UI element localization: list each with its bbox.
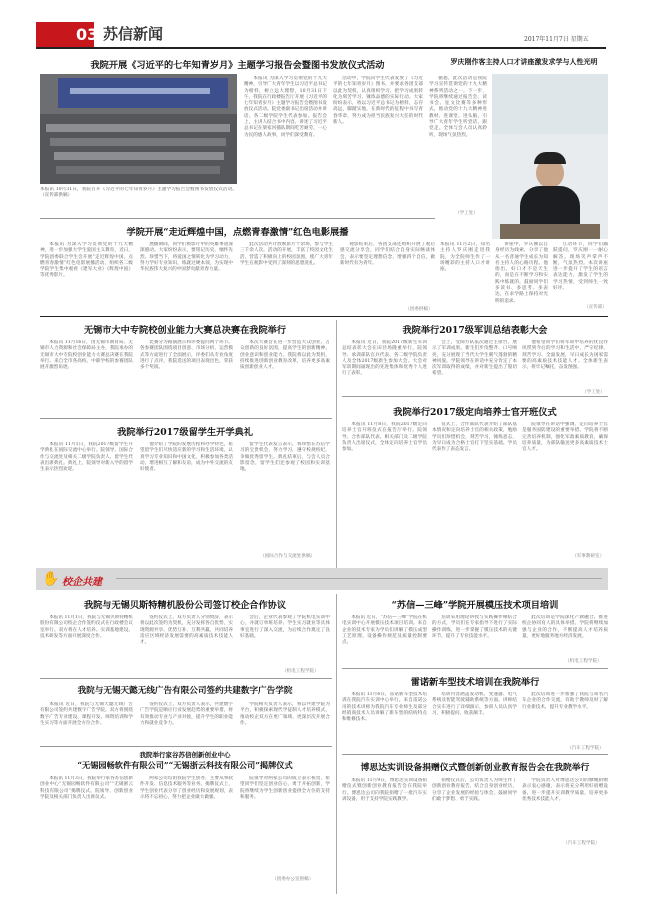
credit-leinuo: （汽车工程学院） [567, 746, 604, 751]
headline-software-main: “无锡园畅软件有限公司”“无锡浙云科技有限公司”揭牌仪式 [77, 760, 293, 770]
sw-col-2 [140, 776, 233, 886]
credit-botai: （汽车工程学院） [563, 841, 600, 846]
leinuo-col-1 [342, 692, 427, 750]
tianyi-text-1: 本报讯 近日，我院与无锡天懿无线广告有限公司签约共建数字广告学院。双方将围绕数字广告专业建设、课程开发、师资培训和学生实习等方面开展全方位合作。 [40, 702, 133, 726]
red-col-2 [140, 242, 233, 307]
tenth-text-1: 本报讯 11月8日，我院2017级定向培养士官开班仪式在报告厅举行。院领导、合作部队代表、相关部门及二级学院负责人出席仪式，全体定向培养士官学员参加。 [342, 422, 427, 453]
intl-text-2: 他介绍了学院的发展历程和办学特色，希望留学生们尽快适应新的学习和生活环境，认真学习专业知识和中国文化，积极参加各类活动，增进相互了解和友谊，成为中外交流的友好使者。 [140, 442, 233, 473]
wuxi-text-1: 本报讯 11月16日，由无锡市教育局、无锡市人力资源和社会保障局主办，我院承办的无锡市大中专院校创业能力大赛总决赛在我院举行。来自全市各高校、中职学校的参赛团队展开激烈角逐。 [40, 340, 133, 371]
headline-tianyi-agreement: 我院与无锡天懿无线广告有限公司签约共建数字广告学院 [77, 686, 293, 696]
suxin-text-3: 此次培训是学院深化产教融合、推进校企协同育人的具体举措。学院将继续加强与企业的合作，不断提高人才培养质量，更好地服务地方经济发展。 [522, 615, 608, 639]
divider-2 [40, 316, 608, 317]
headline-intl-opening: 我院举行2017级留学生开学典礼 [117, 427, 253, 438]
headline-suxin-training: “苏信—三峰”学院开展模压技术项目培训 [391, 600, 559, 611]
page-number: 03 [76, 25, 99, 44]
red-col-4 [340, 242, 435, 307]
botai-text-2: 捐赠仪式后，公司负责人为师生作了创新创业教育报告，结合自身创业经历，分享了企业发展的经验与体会，鼓励同学们敢于梦想、勇于实践。 [432, 778, 517, 802]
credit-suxin: （机电工程学院） [565, 659, 602, 664]
sw-col-1 [40, 776, 133, 886]
credit-intl: （国际合作与交流处供稿） [260, 554, 316, 559]
divider-5 [40, 678, 332, 679]
tenth-col-2 [432, 422, 517, 560]
red-col-1 [40, 242, 133, 307]
sw-text-3: 院领导对两家公司的成立表示祝贺，希望同学们坚定创业信心，勇于开拓创新，学院将继续为学生创新创业提供全方位的支持和服务。 [240, 776, 330, 800]
sw-col-3 [240, 776, 330, 874]
sw-text-1: 本报讯 11月3日，我院举行家谷苏信创新创业中心“无锡园畅软件有限公司”“无锡浙云科技有限公司”揭牌仪式。院领导、创新创业学院及相关部门负责人出席仪式。 [40, 776, 133, 800]
vertical-divider-2 [336, 594, 337, 894]
tianyi-text-3: 学院相关负责人表示，将以共建学院为平台，积极探索现代学徒制人才培养模式，推动校企双方在更广领域、更深层次开展合作。 [240, 702, 330, 726]
red-text-2: 展播期间，同学们被影片中的英雄事迹深深感动。大家纷纷表示，要铭记历史、缅怀先烈、珍惜当下，将爱国之情转化为学习动力，努力学好专业知识，练就过硬本领，为实现中华民族伟大复兴的中国梦贡献青春力量。 [140, 242, 233, 273]
botai-col-3 [522, 778, 608, 838]
divider-8 [342, 754, 608, 755]
mil-text-1: 本报讯 近日，我院2017级新生军训总结表彰大会在田径场隆重举行。院领导、承训部队官兵代表、各二级学院负责人及全体2017级新生参加大会。大会对军训期间涌现出的先进集体和优秀个人进行了表彰。 [342, 340, 427, 377]
section-name: 苏信新闻 [103, 25, 164, 43]
study-photo-caption: 本报讯 10月31日，我院召开《习近平的七年知青岁月》主题学习报告会暨图书发放仪式活动。（宣传部供稿） [40, 187, 237, 199]
credit-study: （学工处） [455, 211, 478, 216]
bess-col-3 [240, 615, 330, 667]
botai-text-1: 本报讯 11月9日，博思达实训设备捐赠仪式暨创新创业教育报告会在我院举行。博思达公司向我院捐赠了一批汽车实训设备，用于支持学院实践教学。 [342, 778, 427, 802]
study-col-2 [244, 76, 327, 216]
tianyi-col-1 [40, 702, 133, 744]
mil-col-3 [522, 340, 608, 392]
study-col-4 [429, 76, 487, 216]
luo-col-2 [495, 242, 548, 312]
botai-text-3: 学院负责人对博思达公司的慷慨捐赠表示衷心感谢，表示将充分利用好捐赠设备，进一步提升实训教学质量，培养更多优秀技术技能人才。 [522, 778, 608, 802]
divider-3 [40, 418, 332, 419]
headline-luo-yang: 罗庆刚作客主持人口才讲座激发求学与人性光明 [450, 57, 598, 66]
suxin-text-2: 培训采用理论讲授与实践操作相结合的方式，学员们在专家指导下进行了实际操作训练，进一步掌握了模压技术的关键环节，提升了专业技能水平。 [432, 615, 517, 639]
tenth-col-3 [522, 422, 608, 552]
study-text-3: 据悉，此次活动是我院学习宣传贯彻党的十九大精神系列活动之一。下一步，学院将继续通过报告会、读书会、征文比赛等多种形式，推动党的十九大精神进教材、进课堂、进头脑，引导广大青年学生听党话、跟党走。全体与会人员认真聆听，现场气氛热烈。 [429, 76, 487, 138]
bess-text-1: 本报讯 11月1日，我院与无锡贝斯特精机股份有限公司校企合作签约仪式在行政楼会议室举行。双方将在人才培养、实训基地建设、技术研发等方面开展深度合作。 [40, 615, 133, 639]
leinuo-col-2 [432, 692, 517, 750]
divider-6 [342, 668, 608, 669]
suxin-col-1 [342, 615, 427, 663]
study-col-3 [333, 76, 423, 216]
study-text-2: 活动中，学院向学生代表发放了《习近平的七年知青岁月》图书，并要求各团支部以此为契机，认真组织学习，把学习成果转化为刻苦学习、锤炼品德的实际行动。大家纷纷表示，将以习近平总书记为榜样，志存高远，脚踏实地，在新时代的征程中书写青春华章，努力成为担当民族复兴大任的时代新人。 [333, 76, 423, 126]
bess-col-2 [140, 615, 233, 673]
headline-study-report: 我院开展《习近平的七年知青岁月》主题学习报告会暨图书发放仪式活动 [90, 60, 385, 71]
red-text-1: 本报讯 为深入学习贯彻党的十九大精神，进一步加强大学生爱国主义教育，近日，学院团委联合学生会开展“走近辉煌中国，点燃青春激情”红色电影展播活动，组织各二级学院学生集中观看《建军大业》《辉煌中国》等优秀影片。 [40, 242, 133, 279]
study-text-1: 本报讯 为深入学习贯彻党的十九大精神，引导广大青年学生以习近平总书记为榜样，树立远大理想，10月31日下午，我院在行政楼报告厅开展《习近平的七年知青岁月》主题学习报告会暨图书发放仪式活动。院党委副书记出席活动并讲话，各二级学院学生代表参加。报告会上，主讲人结合书中内容，讲述了习近平总书记在梁家河插队期间吃苦耐劳、一心为民的感人故事，同学们深受教育。 [244, 76, 327, 138]
page-number-tab [36, 22, 99, 47]
headline-leinuo-training: 雷诺新车型技术培训在我院举行 [410, 677, 540, 688]
wuxi-col-3 [240, 340, 330, 418]
headline-red-film: 学院开展“走近辉煌中国，点燃青春激情”红色电影展播 [126, 227, 349, 238]
wuxi-col-1 [40, 340, 133, 418]
credit-luo: （宣传部） [584, 305, 607, 310]
luo-text-2: 互动环节，同学们踊跃提问，罗庆刚一一耐心解答。现场笑声掌声不断，气氛热烈。本次讲座进一步提升了学生的语言表达能力，激发了学生的学习热情，受到师生一致好评。 [553, 242, 608, 292]
mil-text-2: 会上，受阅方队依次通过主席台，展示了军训成果。新生们步伐整齐、口号响亮，充分展现了当代大学生朝气蓬勃的精神风貌。学院领导在讲话中充分肯定了本次军训取得的成绩，并对新生提出了殷切希望。 [432, 340, 517, 377]
band-logo-label: 校企共建 [62, 577, 102, 588]
luo-text-1: 讲座中，罗庆刚以自身经历为线索，分享了他从一名普通学生成长为知名主持人的心路历程。他指出，好口才不是天生的，而是在不断学习和实践中练就的，鼓励同学们多读书、多思考、多表达，在求学路上保持对光明的追求。 [495, 242, 548, 304]
red-col-3 [240, 242, 333, 307]
wuxi-text-2: 比赛分为路演展示和评委提问两个环节。各参赛团队围绕项目创意、市场分析、运营模式等方面进行了全面展示，评委们从专业角度进行了点评。我院选送的项目表现出色，荣获多个奖项。 [140, 340, 233, 371]
suxin-col-3 [522, 615, 608, 657]
headline-botai-donation: 博思达实训设备捐赠仪式暨创新创业教育报告会在我院举行 [360, 763, 590, 773]
red-text-4: 观影结束后，各团支部还组织开展了观后感交流分享会，同学们结合自身实际畅谈体会，表示要坚定理想信念，增强四个自信，做新时代有为青年。 [340, 242, 435, 266]
intl-col-3 [240, 442, 330, 552]
bess-col-1 [40, 615, 133, 673]
date-line: 2017年11月7日 星期五 [524, 36, 589, 43]
leinuo-text-1: 本报讯 11月6日，雷诺新车型技术培训在我院汽车实训中心举行。来自雷诺公司的技术讲师为我院汽车专业师生及部分经销商技术人员讲解了新车型的结构特点和维修技术。 [342, 692, 427, 723]
botai-col-1 [342, 778, 427, 886]
bess-text-2: 签约仪式上，双方负责人分别致辞，表示将以此次签约为契机，充分发挥各自优势，实现资源共享、优势互补、互利共赢，共同培养适应区域经济发展需要的高素质技术技能人才。 [140, 615, 233, 646]
sw-text-2: 两家公司均由我院学生创办，主要从事软件开发、信息技术服务等业务。揭牌仪式上，学生创业代表分享了创业经历和发展规划，表示将不忘初心，努力把企业做大做强。 [140, 776, 233, 800]
credit-red-film: （团委供稿） [405, 307, 433, 312]
intl-col-2 [140, 442, 233, 560]
leinuo-text-2: 培训内容涵盖发动机、变速器、电气系统及智能驾驶辅助系统等方面。讲师结合实车进行了详细演示，参训人员认真学习，积极提问，收获颇丰。 [432, 692, 517, 716]
tenth-text-3: 院领导在讲话中强调，定向培养士官是服务国防建设的重要举措，学院将不断完善培养机制，强化军政素质教育，确保培养质量，为部队输送更多高素质技术士官人才。 [522, 422, 608, 453]
tianyi-text-2: 签约仪式上，双方负责人表示，共建数字广告学院是顺应行业发展趋势的重要举措，将有效推动专业与产业对接，提升学生的职业能力和就业竞争力。 [140, 702, 233, 726]
divider-7 [40, 746, 332, 747]
headline-software-sub: 我院举行家谷苏信创新创业中心 [139, 751, 231, 759]
headline-military-award: 我院举行2017级军训总结表彰大会 [402, 325, 548, 336]
intl-text-3: 留学生代表发言表示，将珍惜在苏信学习的宝贵机会，努力学习，遵守校规校纪，争做优秀留学生。典礼结束后，与会人员合影留念，留学生们还参观了校园和实训基地。 [240, 442, 330, 473]
masthead-rule [36, 47, 606, 49]
handshake-icon: ✋ [42, 571, 60, 587]
divider-4 [342, 396, 608, 397]
credit-bess: （机电工程学院） [282, 669, 319, 674]
tianyi-col-2 [140, 702, 233, 744]
luo-yang-photo [492, 74, 608, 239]
leinuo-col-3 [522, 692, 608, 744]
bess-text-3: 会后，企业代表参观了学院机电实训中心，并就订单班培养、学生实习就业等具体事宜进行了深入交流，为后续合作奠定了良好基础。 [240, 615, 330, 639]
study-report-photo [40, 74, 237, 184]
headline-wuxi-competition: 无锡市大中专院校创业能力大赛总决赛在我院举行 [83, 325, 287, 336]
suxin-col-2 [432, 615, 517, 663]
wuxi-text-3: 本次大赛旨在进一步营造大众创业、万众创新的良好氛围，提高学生的创新精神、创业意识和创业能力。我院将以此为契机，持续推进创新创业教育改革，培养更多高素质创新创业人才。 [240, 340, 330, 371]
mil-col-2 [432, 340, 517, 392]
mil-col-1 [342, 340, 427, 392]
intl-col-1 [40, 442, 133, 560]
red-text-3: 此次活动共计放映影片十余场，参与学生三千余人次。活动的开展，丰富了校园文化生活，营造了积极向上的校园氛围，使广大青年学生在观影中受到了深刻的思想洗礼。 [240, 242, 333, 266]
tianyi-col-3 [240, 702, 330, 744]
credit-software: （团委办公室供稿） [272, 877, 314, 882]
luo-col-3 [553, 242, 608, 312]
mil-text-3: 他希望同学们将军训中培养的优良作风带到今后的学习和生活中，严守纪律、刻苦学习、全面发展，早日成长为国家需要的高素质技术技能人才。全体新生表示，将牢记嘱托，奋发图强。 [522, 340, 608, 371]
leinuo-text-3: 此次培训进一步加强了我院与知名汽车企业的合作交流，有助于教师及时了解行业新技术，提升专业教学水平。 [522, 692, 608, 710]
tenth-col-1 [342, 422, 427, 560]
intl-text-1: 本报讯 11月1日，我院2017级留学生开学典礼在国际交流中心举行。院领导、国际合作与交流处及相关二级学院负责人、留学生代表出席典礼。典礼上，院领导对新入学的留学生表示热烈欢迎。 [40, 442, 133, 473]
wuxi-col-2 [140, 340, 233, 418]
headline-tenth-class: 我院举行2017级定向培养士官开班仪式 [393, 407, 557, 418]
suxin-text-1: 本报讯 近日，“苏信—三峰”学院在机电实训中心开展模压技术项目培训。来自企业的技术专家为学员们讲解了模压成型工艺原理、设备操作规范及质量控制要点。 [342, 615, 427, 646]
luo-photo-caption: 本报讯 11月2日，知名主持人罗庆刚走进我院，为全院师生作了一场精彩的主持人口才讲座。 [440, 242, 490, 273]
headline-bess-agreement: 我院与无锡贝斯特精机股份公司签订校企合作协议 [83, 600, 287, 611]
credit-military: （学工处） [582, 390, 605, 395]
school-enterprise-band [36, 568, 608, 590]
tenth-text-2: 仪式上，合作部队代表介绍了部队基本情况和定向培养士官的相关政策，勉励学员们珍惜机会，刻苦学习，锤炼意志，为早日成为合格士官打下坚实基础。学员代表作了表态发言。 [432, 422, 517, 453]
botai-col-2 [432, 778, 517, 886]
divider-1 [40, 218, 435, 219]
credit-tenth: （军事教研室） [572, 554, 605, 559]
vertical-divider-1 [336, 320, 337, 570]
